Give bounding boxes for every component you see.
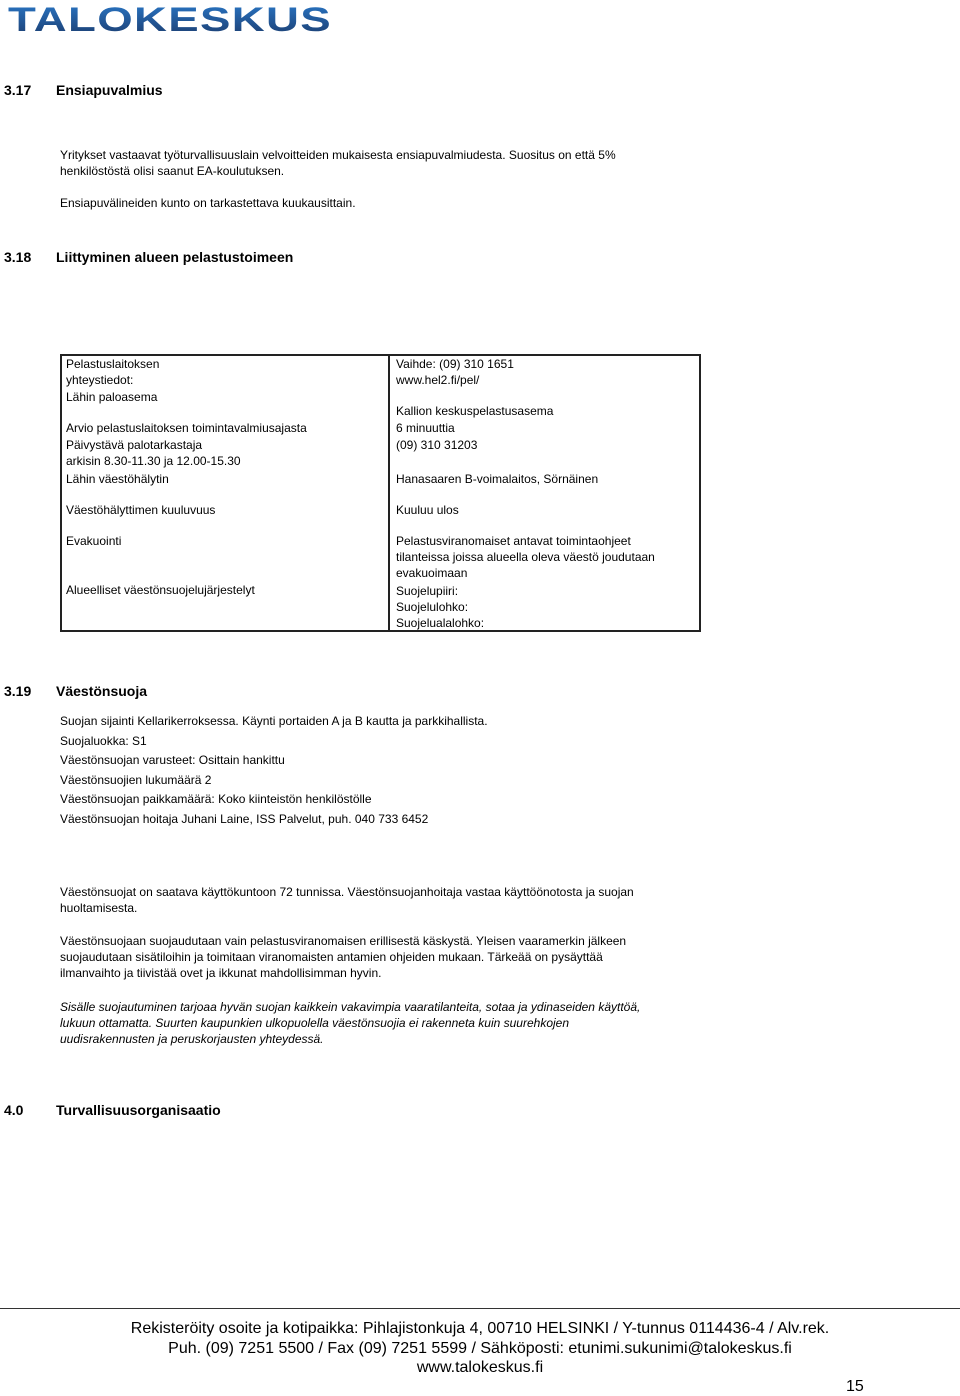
table-cell-value: Suojelupiiri: xyxy=(396,584,459,598)
section-number: 3.18 xyxy=(4,249,32,265)
table-cell-value: www.hel2.fi/pel/ xyxy=(396,373,480,387)
table-cell-value: (09) 310 31203 xyxy=(396,438,478,452)
table-cell-label: Päivystävä palotarkastaja xyxy=(66,438,203,452)
table-cell-value: Kuuluu ulos xyxy=(396,503,459,517)
text-line: huoltamisesta. xyxy=(60,901,138,915)
text-line: Väestönsuojaan suojaudutaan vain pelastusviranomaisen erillisestä käskystä. Yleisen vaaramerkin jälkeen xyxy=(60,934,627,948)
section-number: 4.0 xyxy=(4,1102,24,1118)
section-title: Turvallisuusorganisaatio xyxy=(56,1102,221,1118)
table-cell-value: Suojelulohko: xyxy=(396,600,469,614)
text-line: suojaudutaan sisätiloihin ja toimitaan viranomaisten antamien ohjeiden mukaan. Tärkeää on pysäyttää xyxy=(60,950,603,964)
section-title: Väestönsuoja xyxy=(56,683,148,699)
text-line: Väestönsuojat on saatava käyttökuntoon 72 tunnissa. Väestönsuojanhoitaja vastaa käyttöönotosta ja suojan xyxy=(60,885,634,899)
paragraph-first-aid-check: Ensiapuvälineiden kunto on tarkastettava kuukausittain. xyxy=(60,196,356,210)
section-number: 3.19 xyxy=(4,683,32,699)
table-cell-label: Evakuointi xyxy=(66,534,122,548)
table-cell-label: yhteystiedot: xyxy=(66,373,134,387)
text-line: ilmanvaihto ja tiivistää ovet ja ikkunat mahdollisimman hyvin. xyxy=(60,966,382,980)
paragraph-shelter-orders xyxy=(60,933,626,981)
table-cell-value: Pelastusviranomaiset antavat toimintaohjeet xyxy=(396,534,631,548)
table-cell-label: arkisin 8.30-11.30 ja 12.00-15.30 xyxy=(66,454,241,468)
table-cell-value: 6 minuuttia xyxy=(396,421,455,435)
section-heading-3-18 xyxy=(4,249,293,265)
page-number: 15 xyxy=(846,1378,864,1395)
section-title: Ensiapuvalmius xyxy=(56,82,163,98)
fact-line: Väestönsuojien lukumäärä 2 xyxy=(60,772,212,787)
table-cell-value: Suojelualalohko: xyxy=(396,616,485,630)
text-line: uudisrakennusten ja peruskorjausten yhteydessä. xyxy=(60,1032,324,1046)
table-cell-label: Alueelliset väestönsuojelujärjestelyt xyxy=(66,583,255,597)
paragraph-indoor-sheltering xyxy=(60,999,640,1047)
shelter-facts xyxy=(60,712,488,830)
section-heading-4-0 xyxy=(4,1102,221,1118)
table-cell-value: Vaihde: (09) 310 1651 xyxy=(396,357,514,371)
talokeskus-logo xyxy=(6,2,336,36)
table-cell-label: Arvio pelastuslaitoksen toimintavalmiusajasta xyxy=(66,421,307,435)
table-cell-label: Lähin paloasema xyxy=(66,390,158,404)
table-cell-label: Lähin väestöhälytin xyxy=(66,472,169,486)
footer-contacts: Puh. (09) 7251 5500 / Fax (09) 7251 5599 / Sähköposti: etunimi.sukunimi@talokeskus.fi xyxy=(168,1340,792,1357)
section-heading-3-17 xyxy=(4,82,163,98)
table-cell-value: tilanteissa joissa alueella oleva väestö joudutaan xyxy=(396,550,655,564)
fact-line: Suojan sijainti Kellarikerroksessa. Käynti portaiden A ja B kautta ja parkkihallista. xyxy=(60,714,488,728)
fact-line: Väestönsuojan varusteet: Osittain hankittu xyxy=(60,753,285,768)
section-heading-3-19 xyxy=(4,683,147,699)
text-line: lukuun ottamatta. Suurten kaupunkien ulkopuolella väestönsuojia ei rakenneta kuin suurehkojen xyxy=(60,1016,570,1030)
table-cell-value: evakuoimaan xyxy=(396,566,468,580)
fact-line: Väestönsuojan paikkamäärä: Koko kiinteistön henkilöstölle xyxy=(60,792,372,807)
text-line: henkilöstöstä olisi saanut EA-koulutuksen. xyxy=(60,164,285,178)
table-divider xyxy=(388,354,390,632)
footer-rule xyxy=(0,1308,960,1309)
paragraph-shelter-readiness xyxy=(60,884,634,916)
table-cell-value: Hanasaaren B-voimalaitos, Sörnäinen xyxy=(396,472,599,486)
text-line: Yritykset vastaavat työturvallisuuslain velvoitteiden mukaisesta ensiapuvalmiudesta. Suositus on että 5% xyxy=(60,148,616,162)
logo-text: TALOKESKUS xyxy=(8,2,332,36)
table-cell-value: Kallion keskuspelastusasema xyxy=(396,404,554,418)
section-title: Liittyminen alueen pelastustoimeen xyxy=(56,249,294,265)
footer-address: Rekisteröity osoite ja kotipaikka: Pihlajistonkuja 4, 00710 HELSINKI / Y-tunnus 0114436-4 / Alv.rek. xyxy=(130,1320,830,1337)
table-cell-label: Väestöhälyttimen kuuluvuus xyxy=(66,503,216,517)
text-line: Sisälle suojautuminen tarjoaa hyvän suojan kaikkein vakavimpia vaaratilanteita, sotaa ja ydinaseiden käyttöä, xyxy=(60,1000,641,1014)
fact-line: Väestönsuojan hoitaja Juhani Laine, ISS Palvelut, puh. 040 733 6452 xyxy=(60,811,429,826)
section-number: 3.17 xyxy=(4,82,32,98)
paragraph-first-aid xyxy=(60,147,616,179)
fact-line: Suojaluokka: S1 xyxy=(60,733,147,748)
table-cell-label: Pelastuslaitoksen xyxy=(66,357,160,371)
footer-website: www.talokeskus.fi xyxy=(416,1359,544,1376)
